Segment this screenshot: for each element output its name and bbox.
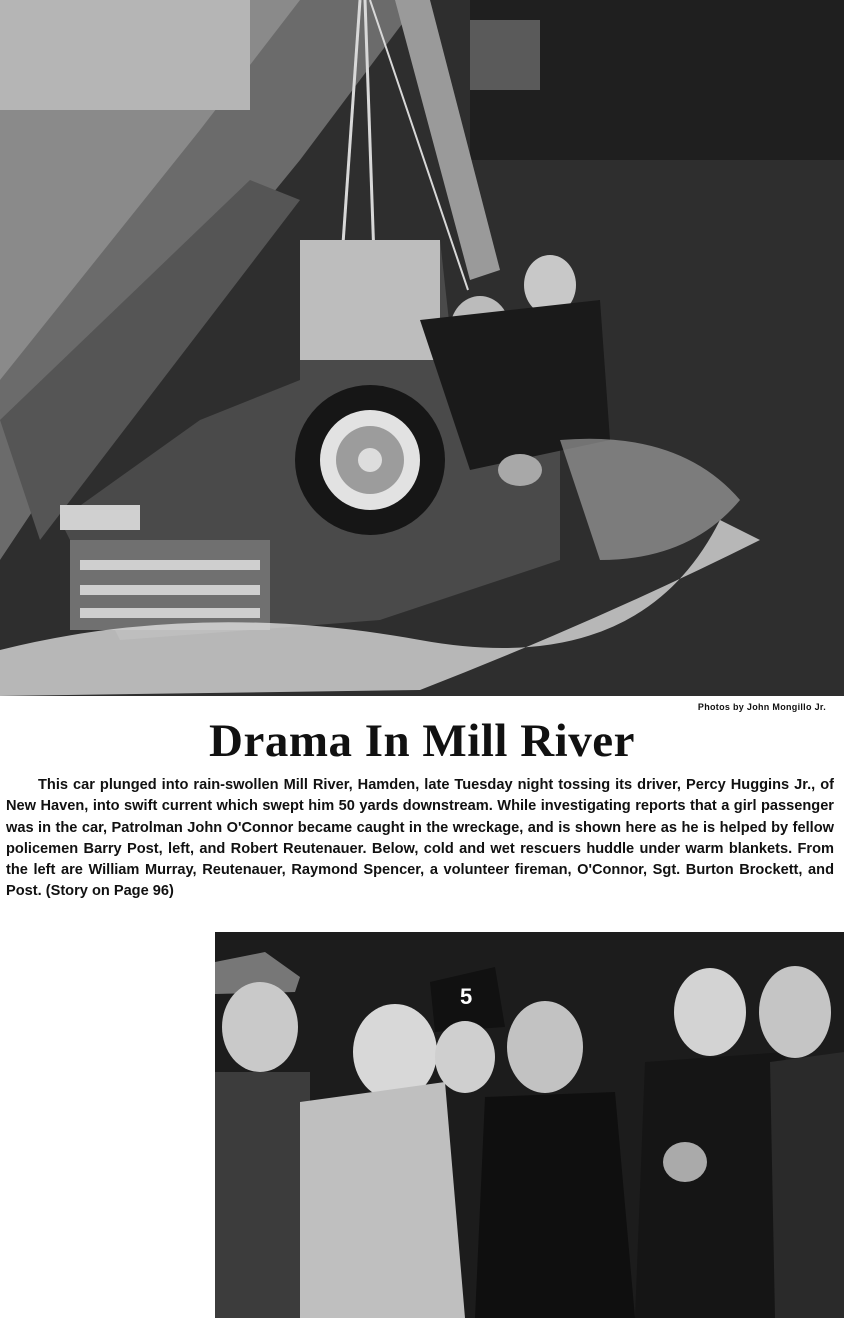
rescuers-illustration [215,932,844,1318]
photo-credit: Photos by John Mongillo Jr. [697,702,826,712]
photo-caption: This car plunged into rain-swollen Mill River, Hamden, late Tuesday night tossing its driver, Percy Huggins Jr., of New Haven, into swift current which swept him 50 yards downstream. While investigating reports that a girl passenger was in the car, Patrolman John O'Connor became caught in the wreckage, and is shown here as he is helped by fellow policemen Barry Post, left, and Robert Reutenauer. Below, cold and wet rescuers huddle under warm blankets. From the left are William Murray, Reutenauer, Raymond Spencer, a volunteer fireman, O'Connor, Sgt. Burton Brockett, and Post. (Story on Page 96) [6,777,834,900]
helmet-number: 5 [460,984,473,1009]
headline: Drama In Mill River [209,715,635,767]
photo-rescuers-huddle [215,932,844,1318]
